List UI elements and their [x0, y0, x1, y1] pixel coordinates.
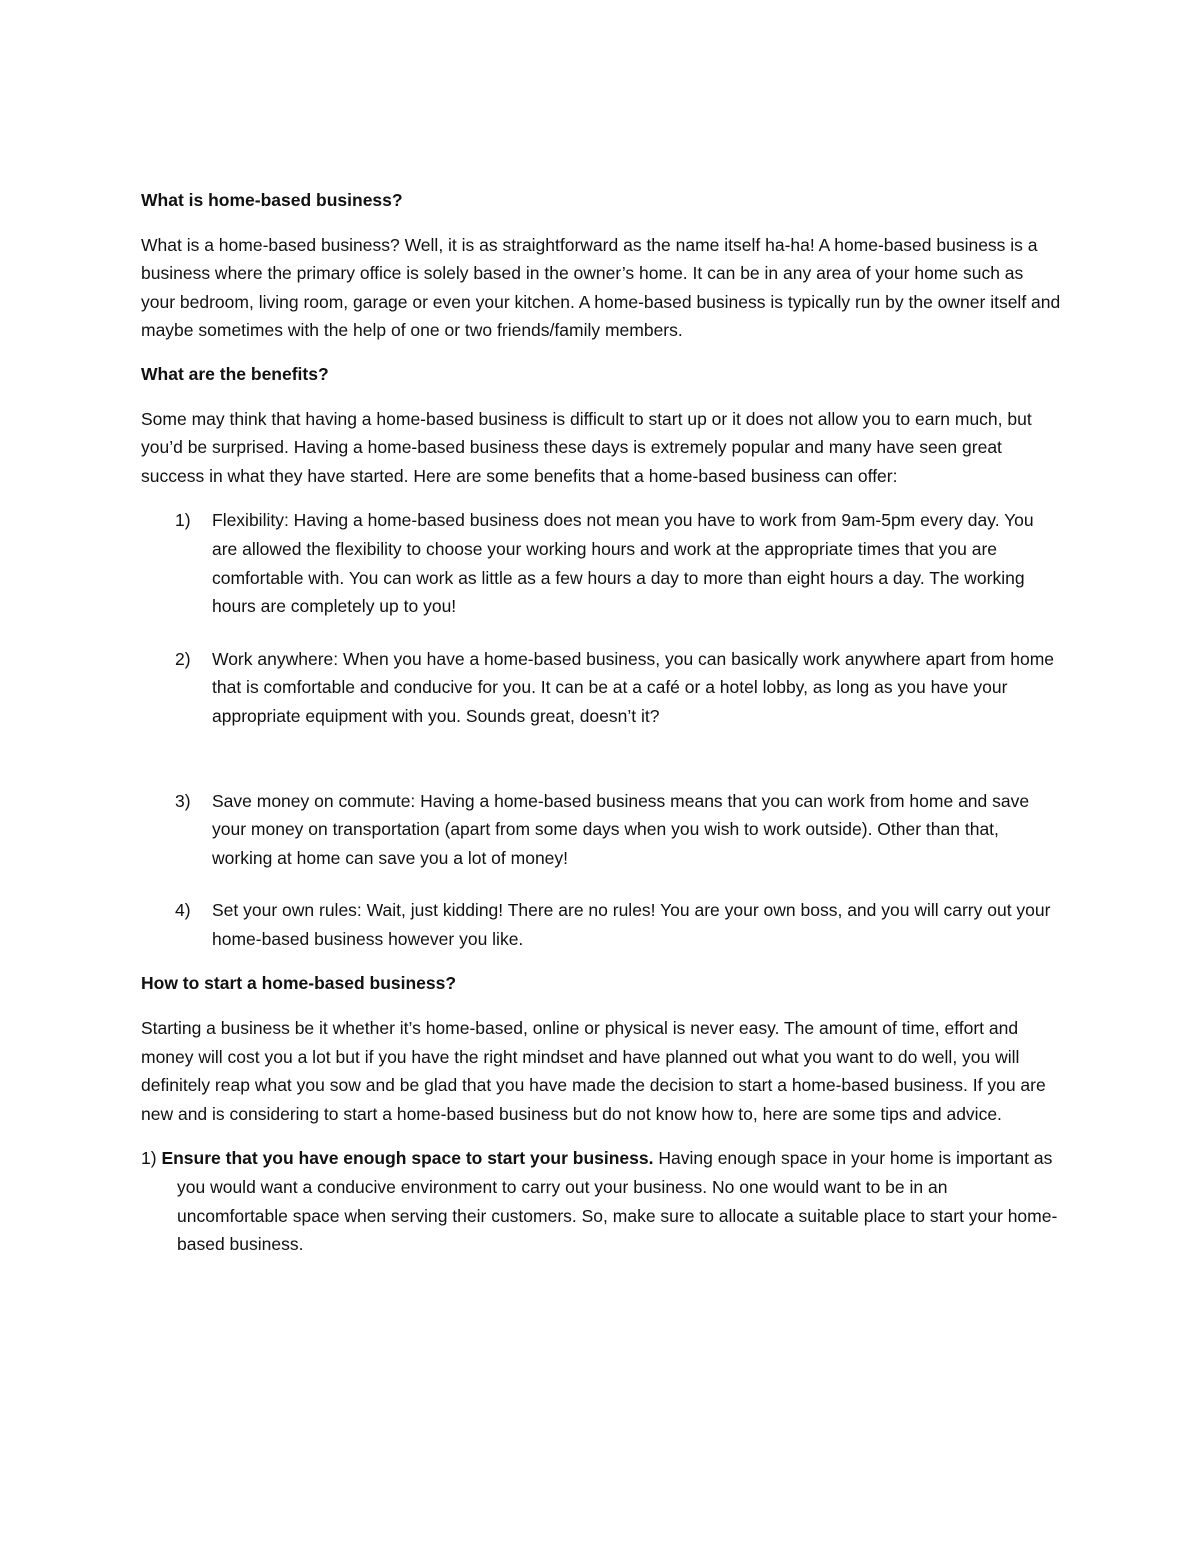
list-item-text: Save money on commute: Having a home-based business means that you can work from home and save your money on transportation (apart from some days when you wish to work outside). Other than that, working at home can save you a lot of money! [212, 790, 1030, 868]
section-heading-what-is: What is home-based business? [141, 190, 403, 210]
benefits-list [141, 506, 1061, 953]
list-item [141, 896, 1061, 953]
list-number: 2) [175, 648, 191, 669]
list-number: 4) [175, 900, 191, 921]
tip-title: Ensure that you have enough space to start your business. [161, 1148, 654, 1169]
benefits-paragraph: Some may think that having a home-based business is difficult to start up or it does not allow you to earn much, but you’d be surprised. Having a home-based business these days is extremely popular and many have seen great success in what they have started. Here are some benefits that a home-based business can offer: [141, 408, 1032, 486]
tip-text: Having enough space in your home is important as you would want a conducive environment to carry out your business. No one would want to be in an uncomfortable space when serving their customers. So, make sure to allocate a suitable place to start your home-based business. [177, 1148, 1058, 1255]
section-heading-how-to-start: How to start a home-based business? [141, 973, 457, 994]
section-heading-benefits: What are the benefits? [141, 363, 329, 384]
document-page [141, 186, 1061, 1259]
list-item [141, 506, 1061, 620]
list-item [141, 645, 1061, 731]
list-item-text: Flexibility: Having a home-based business does not mean you have to work from 9am-5pm every day. You are allowed the flexibility to choose your working hours and work at the appropriate times that you are comfortable with. You can work as little as a few hours a day to more than eight hours a day. The working hours are completely up to you! [212, 510, 1034, 617]
start-paragraph: Starting a business be it whether it’s home-based, online or physical is never easy. The amount of time, effort and money will cost you a lot but if you have the right mindset and have planned out what you want to do well, you will definitely reap what you sow and be glad that you have made the decision to start a home-based business. If you are new and is considering to start a home-based business but do not know how to, here are some tips and advice. [141, 1018, 1046, 1124]
list-number: 1) [175, 510, 191, 531]
list-item-text: Set your own rules: Wait, just kidding! There are no rules! You are your own boss, and you will carry out your home-based business however you like. [212, 900, 1051, 949]
list-item [141, 1144, 1061, 1258]
list-item-text: Work anywhere: When you have a home-based business, you can basically work anywhere apart from home that is comfortable and conducive for you. It can be at a café or a hotel lobby, as long as you have your appropriate equipment with you. Sounds great, doesn’t it? [212, 648, 1055, 726]
list-number: 3) [175, 790, 191, 811]
list-item [141, 787, 1061, 873]
intro-paragraph: What is a home-based business? Well, it is as straightforward as the name itself ha-ha! A home-based business is a business where the primary office is solely based in the owner’s home. It can be in any area of your home such as your bedroom, living room, garage or even your kitchen. A home-based business is typically run by the owner itself and maybe sometimes with the help of one or two friends/family members. [141, 234, 1061, 341]
list-number: 1) [141, 1148, 162, 1169]
tips-list [141, 1144, 1061, 1258]
